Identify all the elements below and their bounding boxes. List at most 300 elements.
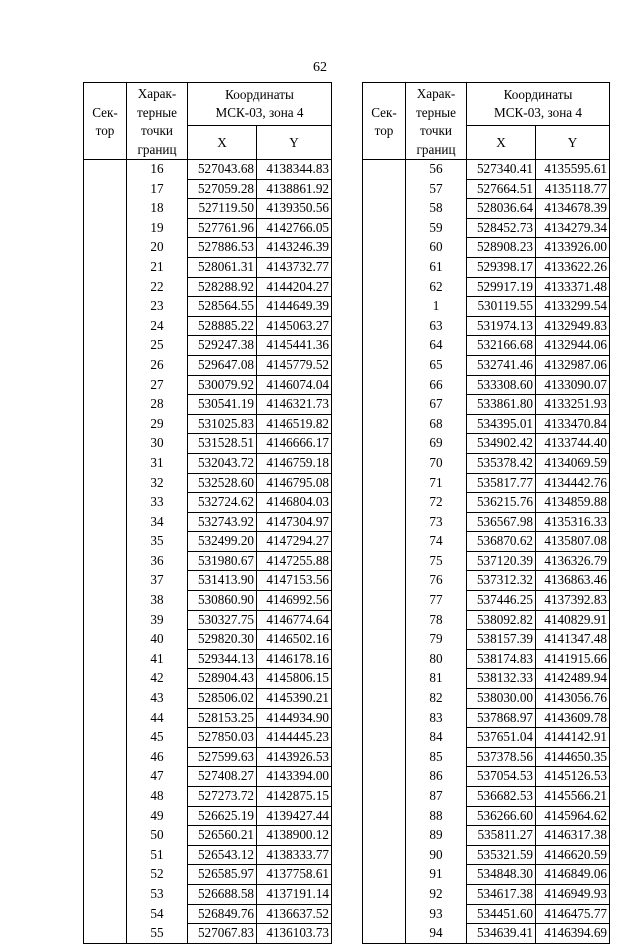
cell-x: 526543.12	[188, 845, 257, 865]
cell-sector	[363, 649, 406, 669]
cell-y: 4133090.07	[536, 375, 610, 395]
cell-x: 538092.82	[467, 610, 536, 630]
table-row	[84, 728, 332, 748]
header-coordinates-line: Координаты	[225, 86, 294, 102]
cell-y: 4138333.77	[257, 845, 332, 865]
header-coordinates-line: Координаты	[503, 86, 573, 102]
cell-sector	[363, 277, 406, 297]
cell-point: 65	[406, 355, 467, 375]
cell-sector	[363, 218, 406, 238]
cell-point: 43	[127, 689, 188, 709]
header-x: X	[467, 126, 536, 160]
cell-y: 4143246.39	[257, 238, 332, 258]
cell-x: 527761.96	[188, 218, 257, 238]
header-sector-line: тор	[374, 123, 394, 138]
table-row	[84, 257, 332, 277]
table-row	[363, 767, 610, 787]
table-row	[84, 669, 332, 689]
cell-y: 4139350.56	[257, 199, 332, 219]
table-row	[363, 297, 610, 317]
cell-x: 527119.50	[188, 199, 257, 219]
cell-point: 85	[406, 747, 467, 767]
cell-sector	[363, 512, 406, 532]
cell-sector	[363, 532, 406, 552]
cell-y: 4141915.66	[536, 649, 610, 669]
cell-point: 86	[406, 767, 467, 787]
cell-sector	[363, 826, 406, 846]
cell-point: 44	[127, 708, 188, 728]
cell-x: 535321.59	[467, 845, 536, 865]
cell-point: 36	[127, 551, 188, 571]
cell-x: 530119.55	[467, 297, 536, 317]
cell-y: 4145126.53	[536, 767, 610, 787]
cell-sector	[84, 787, 127, 807]
cell-x: 526560.21	[188, 826, 257, 846]
cell-sector	[84, 199, 127, 219]
table-row	[363, 630, 610, 650]
cell-point: 75	[406, 551, 467, 571]
cell-y: 4143926.53	[257, 747, 332, 767]
cell-sector	[84, 571, 127, 591]
cell-x: 530327.75	[188, 610, 257, 630]
cell-point: 68	[406, 414, 467, 434]
table-row	[84, 434, 332, 454]
cell-sector	[84, 316, 127, 336]
cell-sector	[363, 160, 406, 180]
table-row	[363, 551, 610, 571]
cell-y: 4134678.39	[536, 199, 610, 219]
table-row	[84, 297, 332, 317]
cell-x: 537054.53	[467, 767, 536, 787]
cell-point: 18	[127, 199, 188, 219]
cell-y: 4138861.92	[257, 179, 332, 199]
cell-y: 4132949.83	[536, 316, 610, 336]
header-point-line: терные	[137, 104, 177, 120]
table-row	[84, 218, 332, 238]
table-row	[363, 708, 610, 728]
cell-sector	[363, 473, 406, 493]
cell-sector	[363, 238, 406, 258]
cell-x: 531413.90	[188, 571, 257, 591]
cell-sector	[84, 865, 127, 885]
cell-sector	[84, 453, 127, 473]
cell-point: 23	[127, 297, 188, 317]
cell-sector	[84, 532, 127, 552]
cell-y: 4136103.73	[257, 924, 332, 944]
cell-x: 528288.92	[188, 277, 257, 297]
cell-y: 4143394.00	[257, 767, 332, 787]
cell-x: 538157.39	[467, 630, 536, 650]
cell-y: 4146774.64	[257, 610, 332, 630]
cell-y: 4134069.59	[536, 453, 610, 473]
cell-y: 4144142.91	[536, 728, 610, 748]
cell-y: 4140829.91	[536, 610, 610, 630]
cell-sector	[363, 453, 406, 473]
cell-sector	[84, 649, 127, 669]
cell-point: 59	[406, 218, 467, 238]
cell-x: 528506.02	[188, 689, 257, 709]
cell-point: 53	[127, 884, 188, 904]
cell-x: 527340.41	[467, 160, 536, 180]
cell-point: 87	[406, 787, 467, 807]
cell-sector	[363, 375, 406, 395]
cell-y: 4146519.82	[257, 414, 332, 434]
table-row	[363, 689, 610, 709]
table-row	[84, 160, 332, 180]
cell-x: 527664.51	[467, 179, 536, 199]
cell-sector	[84, 179, 127, 199]
cell-point: 27	[127, 375, 188, 395]
cell-point: 57	[406, 179, 467, 199]
cell-x: 534617.38	[467, 884, 536, 904]
header-point-line: Харак-	[137, 86, 177, 101]
cell-sector	[84, 884, 127, 904]
cell-sector	[84, 238, 127, 258]
cell-y: 4135316.33	[536, 512, 610, 532]
cell-y: 4147255.88	[257, 551, 332, 571]
table-row	[363, 591, 610, 611]
cell-y: 4132987.06	[536, 355, 610, 375]
table-row	[363, 218, 610, 238]
cell-y: 4136863.46	[536, 571, 610, 591]
cell-x: 532724.62	[188, 493, 257, 513]
cell-point: 54	[127, 904, 188, 924]
cell-sector	[84, 924, 127, 944]
cell-x: 536682.53	[467, 787, 536, 807]
table-row	[84, 316, 332, 336]
cell-point: 69	[406, 434, 467, 454]
cell-sector	[363, 806, 406, 826]
cell-point: 33	[127, 493, 188, 513]
cell-sector	[363, 434, 406, 454]
cell-x: 530541.19	[188, 395, 257, 415]
header-coordinates-line: МСК-03, зона 4	[493, 105, 583, 121]
table-row	[363, 257, 610, 277]
table-row	[84, 395, 332, 415]
cell-y: 4145779.52	[257, 355, 332, 375]
cell-sector	[363, 865, 406, 885]
cell-point: 79	[406, 630, 467, 650]
cell-x: 529647.08	[188, 355, 257, 375]
cell-x: 526849.76	[188, 904, 257, 924]
cell-point: 73	[406, 512, 467, 532]
table-row	[84, 649, 332, 669]
cell-point: 39	[127, 610, 188, 630]
cell-sector	[363, 787, 406, 807]
cell-y: 4144445.23	[257, 728, 332, 748]
cell-sector	[84, 257, 127, 277]
cell-point: 64	[406, 336, 467, 356]
cell-y: 4134859.88	[536, 493, 610, 513]
cell-y: 4147153.56	[257, 571, 332, 591]
cell-sector	[84, 610, 127, 630]
cell-y: 4145063.27	[257, 316, 332, 336]
cell-point: 63	[406, 316, 467, 336]
cell-x: 528904.43	[188, 669, 257, 689]
cell-point: 77	[406, 591, 467, 611]
cell-x: 529247.38	[188, 336, 257, 356]
table-row	[84, 179, 332, 199]
cell-point: 26	[127, 355, 188, 375]
cell-point: 70	[406, 453, 467, 473]
cell-x: 535378.42	[467, 453, 536, 473]
cell-x: 532743.92	[188, 512, 257, 532]
table-row	[84, 689, 332, 709]
cell-y: 4145566.21	[536, 787, 610, 807]
cell-y: 4133622.26	[536, 257, 610, 277]
cell-x: 537120.39	[467, 551, 536, 571]
table-row	[84, 532, 332, 552]
cell-y: 4142766.05	[257, 218, 332, 238]
cell-y: 4145806.15	[257, 669, 332, 689]
table-row	[84, 199, 332, 219]
cell-y: 4133744.40	[536, 434, 610, 454]
cell-x: 528908.23	[467, 238, 536, 258]
table-row	[363, 199, 610, 219]
cell-x: 527599.63	[188, 747, 257, 767]
cell-point: 55	[127, 924, 188, 944]
cell-y: 4141347.48	[536, 630, 610, 650]
table-row	[84, 630, 332, 650]
cell-point: 92	[406, 884, 467, 904]
cell-sector	[363, 355, 406, 375]
cell-point: 37	[127, 571, 188, 591]
cell-x: 536870.62	[467, 532, 536, 552]
table-row	[363, 512, 610, 532]
cell-point: 93	[406, 904, 467, 924]
cell-sector	[363, 630, 406, 650]
table-body-right	[363, 83, 610, 944]
cell-sector	[363, 414, 406, 434]
cell-sector	[84, 708, 127, 728]
table-row	[363, 806, 610, 826]
table-row	[84, 453, 332, 473]
cell-point: 32	[127, 473, 188, 493]
table-row	[84, 845, 332, 865]
table-row	[363, 845, 610, 865]
cell-x: 538132.33	[467, 669, 536, 689]
cell-point: 40	[127, 630, 188, 650]
cell-y: 4143732.77	[257, 257, 332, 277]
cell-x: 530860.90	[188, 591, 257, 611]
cell-y: 4146321.73	[257, 395, 332, 415]
header-point-line: Харак-	[416, 86, 456, 101]
cell-y: 4146502.16	[257, 630, 332, 650]
cell-sector	[363, 924, 406, 944]
cell-sector	[363, 884, 406, 904]
cell-y: 4146804.03	[257, 493, 332, 513]
cell-x: 528452.73	[467, 218, 536, 238]
header-sector-line: Сек-	[371, 105, 397, 120]
cell-sector	[84, 669, 127, 689]
table-row	[363, 532, 610, 552]
table-row	[363, 453, 610, 473]
cell-sector	[84, 512, 127, 532]
cell-y: 4136637.52	[257, 904, 332, 924]
header-coordinates	[467, 83, 610, 126]
cell-sector	[84, 414, 127, 434]
header-coordinates	[188, 83, 332, 126]
cell-point: 66	[406, 375, 467, 395]
table-row	[84, 787, 332, 807]
header-point-line: точки	[420, 123, 452, 138]
table-row	[363, 884, 610, 904]
cell-x: 526688.58	[188, 884, 257, 904]
cell-sector	[84, 806, 127, 826]
cell-point: 90	[406, 845, 467, 865]
table-row	[363, 826, 610, 846]
cell-point: 19	[127, 218, 188, 238]
cell-sector	[363, 199, 406, 219]
cell-x: 537446.25	[467, 591, 536, 611]
cell-y: 4146317.38	[536, 826, 610, 846]
cell-x: 526585.97	[188, 865, 257, 885]
header-point-line: точки	[141, 123, 173, 138]
cell-point: 20	[127, 238, 188, 258]
cell-x: 535817.77	[467, 473, 536, 493]
cell-point: 94	[406, 924, 467, 944]
cell-y: 4135595.61	[536, 160, 610, 180]
cell-x: 529917.19	[467, 277, 536, 297]
table-row	[84, 512, 332, 532]
cell-x: 529344.13	[188, 649, 257, 669]
cell-y: 4137758.61	[257, 865, 332, 885]
table-row	[84, 375, 332, 395]
cell-point: 74	[406, 532, 467, 552]
cell-y: 4144650.35	[536, 747, 610, 767]
cell-y: 4146178.16	[257, 649, 332, 669]
cell-y: 4135807.08	[536, 532, 610, 552]
cell-x: 528564.55	[188, 297, 257, 317]
table-row	[363, 277, 610, 297]
cell-sector	[363, 493, 406, 513]
cell-sector	[84, 297, 127, 317]
cell-x: 531025.83	[188, 414, 257, 434]
cell-x: 534395.01	[467, 414, 536, 434]
cell-x: 535811.27	[467, 826, 536, 846]
cell-point: 67	[406, 395, 467, 415]
cell-y: 4132944.06	[536, 336, 610, 356]
cell-sector	[363, 610, 406, 630]
cell-y: 4145441.36	[257, 336, 332, 356]
header-row	[363, 83, 610, 126]
cell-y: 4138900.12	[257, 826, 332, 846]
cell-point: 76	[406, 571, 467, 591]
cell-point: 24	[127, 316, 188, 336]
cell-y: 4147304.97	[257, 512, 332, 532]
cell-y: 4133470.84	[536, 414, 610, 434]
cell-y: 4143609.78	[536, 708, 610, 728]
table-row	[84, 414, 332, 434]
cell-y: 4146666.17	[257, 434, 332, 454]
cell-sector	[363, 708, 406, 728]
cell-y: 4147294.27	[257, 532, 332, 552]
cell-sector	[363, 336, 406, 356]
cell-point: 38	[127, 591, 188, 611]
cell-point: 62	[406, 277, 467, 297]
cell-x: 534639.41	[467, 924, 536, 944]
cell-sector	[84, 551, 127, 571]
cell-point: 47	[127, 767, 188, 787]
cell-x: 537651.04	[467, 728, 536, 748]
header-coordinates-line: МСК-03, зона 4	[215, 105, 304, 121]
cell-x: 529820.30	[188, 630, 257, 650]
cell-sector	[84, 218, 127, 238]
cell-y: 4133926.00	[536, 238, 610, 258]
cell-point: 21	[127, 257, 188, 277]
cell-sector	[84, 826, 127, 846]
table-row	[363, 355, 610, 375]
cell-y: 4133371.48	[536, 277, 610, 297]
cell-point: 28	[127, 395, 188, 415]
cell-point: 88	[406, 806, 467, 826]
cell-sector	[363, 845, 406, 865]
cell-point: 82	[406, 689, 467, 709]
header-sector-line: тор	[95, 123, 115, 138]
cell-sector	[84, 689, 127, 709]
cell-sector	[363, 395, 406, 415]
cell-point: 56	[406, 160, 467, 180]
cell-x: 534451.60	[467, 904, 536, 924]
table-row	[363, 610, 610, 630]
cell-sector	[363, 747, 406, 767]
cell-point: 60	[406, 238, 467, 258]
cell-x: 531980.67	[188, 551, 257, 571]
cell-y: 4146992.56	[257, 591, 332, 611]
table-row	[84, 708, 332, 728]
cell-y: 4133251.93	[536, 395, 610, 415]
table-row	[363, 395, 610, 415]
cell-sector	[84, 591, 127, 611]
header-x: X	[188, 126, 257, 160]
cell-point: 30	[127, 434, 188, 454]
cell-x: 537312.32	[467, 571, 536, 591]
cell-x: 527408.27	[188, 767, 257, 787]
table-row	[84, 806, 332, 826]
cell-y: 4146795.08	[257, 473, 332, 493]
cell-point: 35	[127, 532, 188, 552]
table-row	[84, 493, 332, 513]
cell-x: 533308.60	[467, 375, 536, 395]
cell-sector	[84, 728, 127, 748]
cell-point: 16	[127, 160, 188, 180]
cell-point: 45	[127, 728, 188, 748]
cell-point: 91	[406, 865, 467, 885]
table-row	[363, 649, 610, 669]
cell-x: 537378.56	[467, 747, 536, 767]
table-row	[84, 924, 332, 944]
table-row	[363, 434, 610, 454]
cell-sector	[84, 747, 127, 767]
cell-y: 4134442.76	[536, 473, 610, 493]
cell-x: 529398.17	[467, 257, 536, 277]
cell-sector	[84, 160, 127, 180]
table-row	[363, 865, 610, 885]
table-row	[363, 669, 610, 689]
cell-x: 528885.22	[188, 316, 257, 336]
coordinates-table-left	[83, 82, 332, 944]
cell-y: 4146759.18	[257, 453, 332, 473]
cell-x: 538030.00	[467, 689, 536, 709]
table-row	[363, 473, 610, 493]
cell-x: 531528.51	[188, 434, 257, 454]
cell-y: 4145390.21	[257, 689, 332, 709]
cell-x: 527067.83	[188, 924, 257, 944]
table-row	[84, 591, 332, 611]
cell-sector	[363, 689, 406, 709]
table-row	[363, 375, 610, 395]
cell-y: 4144934.90	[257, 708, 332, 728]
